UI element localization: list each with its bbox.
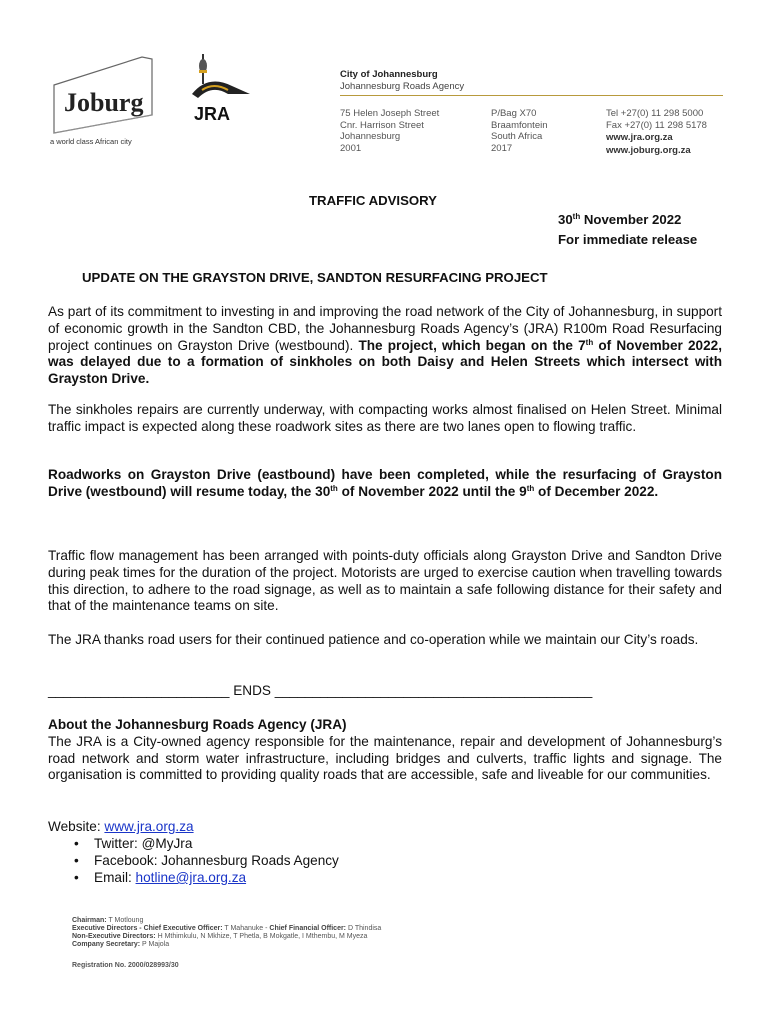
jra-logo (188, 54, 256, 126)
street-address: 75 Helen Joseph Street Cnr. Harrison Street Johannesburg 2001 (340, 108, 440, 154)
email-label: Email: (94, 870, 136, 885)
contacts-section (48, 818, 722, 886)
website-link[interactable]: www.jra.org.za (104, 819, 194, 834)
date-rest: November 2022 (580, 212, 682, 227)
exec-name: T Mahanuke - (222, 925, 270, 932)
advisory-label: TRAFFIC ADVISORY (309, 193, 437, 208)
cfo-name: D Thindisa (346, 925, 382, 932)
paragraph-intro (48, 304, 722, 388)
paragraph-traffic (48, 548, 722, 615)
para5-text: The JRA thanks road users for their continued patience and co-operation while we maintain our City’s roads. (48, 632, 699, 647)
website-label: Website: (48, 819, 105, 834)
header-divider (340, 95, 723, 96)
chair-label: Chairman: (72, 917, 107, 924)
tel-number: Tel +27(0) 11 298 5000 (606, 108, 704, 119)
footer-directors (72, 917, 381, 949)
paragraph-thanks (48, 632, 722, 649)
postal-address: P/Bag X70 Braamfontein South Africa 2017 (491, 108, 548, 154)
email-link[interactable]: hotline@jra.org.za (135, 870, 247, 885)
nonexec-names: H Mthimkulu, N Mkhize, T Phetla, B Mokgatle, I Mthembu, M Myeza (155, 933, 368, 940)
para2-text: The sinkholes repairs are currently underway, with compacting works almost finalised on Helen Street. Minimal traffic impact is expected along these roadwork sites as there are two lanes open to flowing traffic. (48, 402, 722, 434)
paragraph-sinkholes (48, 402, 722, 436)
web-jra[interactable]: www.jra.org.za (606, 132, 673, 143)
chair-name: T Motloung (106, 917, 144, 924)
registration-number: Registration No. 2000/028993/30 (72, 962, 179, 969)
about-text: The JRA is a City-owned agency responsible for the maintenance, repair and development of Johannesburg’s road network and storm water infrastructure, including bridges and culverts, traffic lights and signage. The organisation is committed to providing quality roads that are accessible, safe and liveable for our communities. (48, 733, 722, 783)
para3-c: of December 2022. (534, 483, 659, 499)
about-heading: About the Johannesburg Roads Agency (JRA) (48, 717, 347, 732)
para3-b: of November 2022 until the 9 (337, 483, 527, 499)
joburg-logo (52, 55, 156, 145)
cfo-label: Chief Financial Officer: (269, 925, 347, 932)
joburg-logo-text: Joburg (64, 88, 144, 117)
fax-number: Fax +27(0) 11 298 5178 (606, 119, 707, 131)
secretary-label: Company Secretary: (72, 941, 141, 948)
contact-block (606, 108, 707, 157)
release-note: For immediate release (558, 232, 698, 247)
nonexec-label: Non-Executive Directors: (72, 933, 156, 940)
para4-text: Traffic flow management has been arranged with points-duty officials along Grayston Drive and Sandton Drive during peak times for the duration of the project. Motorists are urged to exercise caution when travelling towards this direction, to adhere to the road signage, as well as to maintain a safe following distance for their safety and that of the maintenance teams on site. (48, 548, 722, 614)
para1-text: As part of its commitment to investing in and improving the road network of the City of Johannesburg, in support of economic growth in the Sandton CBD, the Johannesburg Roads Agency’s (JRA) R100m Road Resurfacing project continues on Grayston Drive (westbound). (48, 304, 722, 353)
exec-label: Executive Directors - Chief Executive Officer: (72, 925, 223, 932)
para3-sup2: th (526, 483, 535, 493)
para3-sup1: th (330, 483, 338, 493)
para1-bold-a: The project, which began on the 7 (358, 337, 586, 353)
org-name: City of Johannesburg (340, 69, 438, 80)
para3-a: Roadworks on Grayston Drive (eastbound) have been completed, while the resurfacing of Grayston Drive (westbound) will resume today, the 30 (48, 467, 722, 499)
date-day: 30 (558, 212, 573, 227)
ends-line: ________________________ ENDS __________________________________________ (48, 683, 593, 698)
release-date (558, 212, 681, 227)
logo-tagline: a world class African city (50, 137, 132, 146)
jra-logo-text: JRA (194, 104, 231, 124)
secretary-name: P Majola (140, 941, 170, 948)
headline: UPDATE ON THE GRAYSTON DRIVE, SANDTON RESURFACING PROJECT (82, 270, 548, 285)
list-item-email (48, 869, 722, 886)
org-sub: Johannesburg Roads Agency (340, 80, 465, 92)
para1-bold-b: of November 2022, was delayed due to a formation of sinkholes on both Daisy and Helen Streets which intersect with Grayston Drive. (48, 337, 722, 387)
org-block (340, 69, 464, 92)
web-joburg[interactable]: www.joburg.org.za (606, 144, 691, 156)
list-item-twitter: • Twitter: @MyJra (48, 835, 722, 852)
date-suffix: th (572, 212, 581, 221)
list-item-facebook: • Facebook: Johannesburg Roads Agency (48, 852, 722, 869)
paragraph-roadworks (48, 467, 722, 501)
about-section (48, 717, 722, 784)
contact-list (48, 835, 722, 886)
para1-sup: th (585, 337, 594, 347)
